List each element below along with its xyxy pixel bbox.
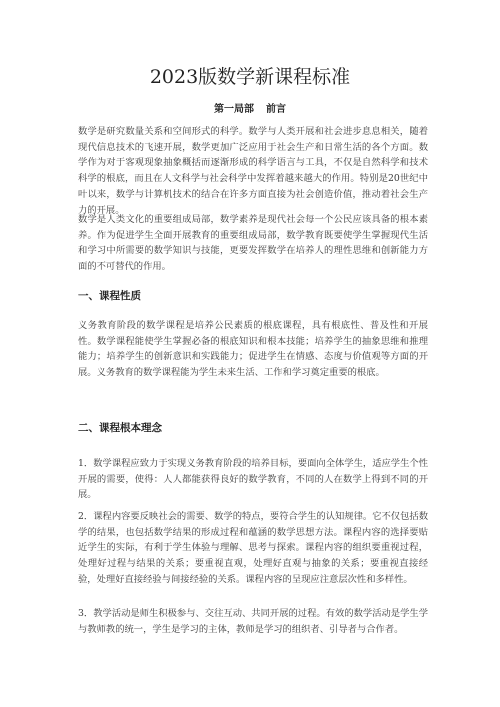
intro-paragraph-2: 数学是人类文化的重要组成局部，数学素养是现代社会每一个公民应该具备的根本素养。作为促进学生全面开展教育的重要组成局部，数学教育既要使学生掌握现代生活和学习中所需要的数学知识与技能，更要发挥数学在培养人的理性思维和创新能力方面的不可替代的作用。 [78,214,428,273]
section-heading-principles: 二、课程根本理念 [78,422,162,434]
part-label: 第一局部 [214,104,254,115]
part-subtitle [0,100,500,115]
principle-item-3: 3．教学活动是师生积极参与、交往互动、共同开展的过程。有效的数学活动是学生学与教师教的统一，学生是学习的主体，教师是学习的组织者、引导者与合作者。 [78,608,428,635]
document-title: 2023版数学新课程标准 [149,66,351,88]
principle-item-2: 2．课程内容要反映社会的需要、数学的特点，要符合学生的认知规律。它不仅包括数学的结果，也包括数学结果的形成过程和蕴涵的数学思想方法。课程内容的选择要贴近学生的实际，有利于学生体验与理解、思考与探索。课程内容的组织要重视过程，处理好过程与结果的关系；要重视直观，处理好直观与抽象的关系；要重视直接经验，处理好直接经验与间接经验的关系。课程内容的呈现应注意层次性和多样性。 [78,511,428,585]
intro-paragraph-1: 数学是研究数量关系和空间形式的科学。数学与人类开展和社会进步息息相关，随着现代信息技术的飞速开展，数学更加广泛应用于社会生产和日常生活的各个方面。数学作为对于客观现象抽象概括而逐渐形成的科学语言与工具，不仅是自然科学和技术科学的根底，而且在人文科学与社会科学中发挥着越来越大的作用。特别是20世纪中叶以来，数学与计算机技术的结合在许多方面直接为社会创造价值，推动着社会生产力的开展。 [78,126,428,216]
section-heading-nature: 一、课程性质 [78,290,141,302]
section-nature-body: 义务教育阶段的数学课程是培养公民素质的根底课程，具有根底性、普及性和开展性。数学课程能使学生掌握必备的根底知识和根本技能；培养学生的抽象思维和推理能力；培养学生的创新意识和实践能力；促进学生在情感、态度与价值观等方面的开展。义务教育的数学课程能为学生未来生活、工作和学习奠定重要的根底。 [78,320,428,379]
section-label: 前言 [266,104,286,115]
principle-item-1: 1．数学课程应致力于实现义务教育阶段的培养目标，要面向全体学生，适应学生个性开展的需要，使得：人人都能获得良好的数学教育，不同的人在数学上得到不同的开展。 [78,458,428,501]
